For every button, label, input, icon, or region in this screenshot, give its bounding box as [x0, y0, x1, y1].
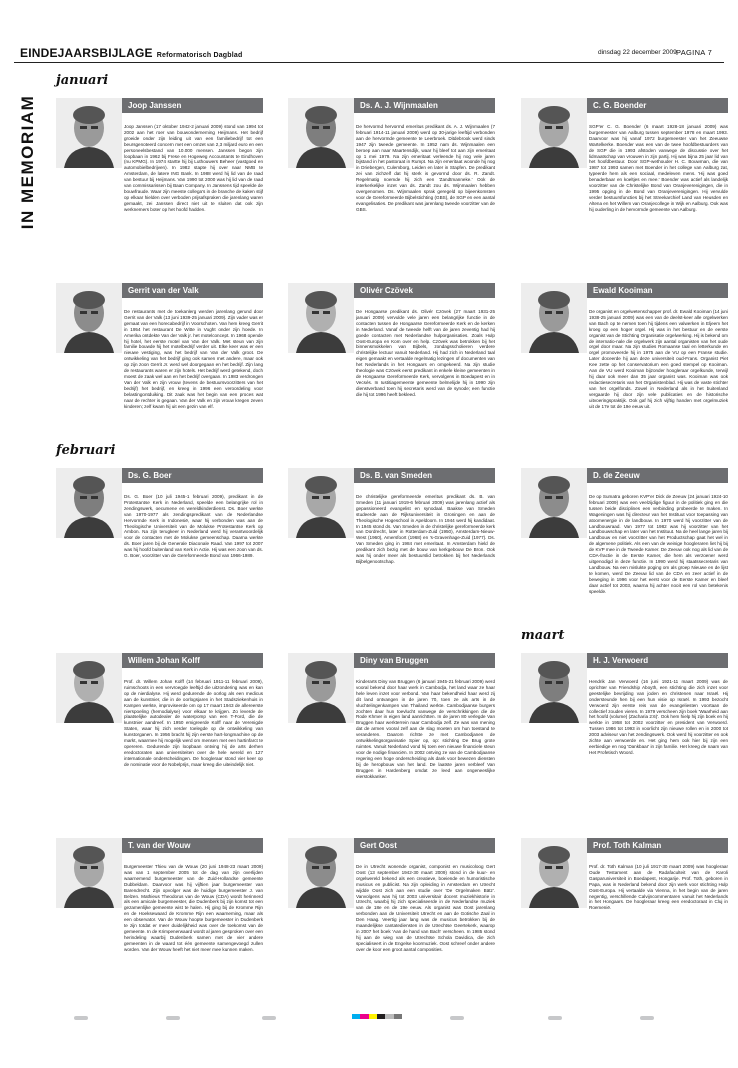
obituary-name: Willem Johan Kolff	[122, 653, 263, 668]
portrait-photo	[56, 838, 122, 908]
obituary-name: C. G. Boender	[587, 98, 728, 113]
color-registration-strip	[352, 1014, 402, 1019]
footer-mark	[548, 1016, 562, 1020]
obituary-name: Diny van Bruggen	[354, 653, 495, 668]
obituary-card	[56, 98, 263, 276]
portrait-photo	[56, 98, 122, 168]
portrait-photo	[288, 98, 354, 168]
portrait-photo	[288, 653, 354, 723]
supplement-title: EINDEJAARSBIJLAGE Reformatorisch Dagblad	[20, 46, 243, 60]
footer-mark	[166, 1016, 180, 1020]
obituary-text: Hendrik Jan Verwoerd (16 juni 1921-11 maart 2009) was de oprichter van Friendship Aboyth, een stichting die zich inzet voor geestelijke bevrijding van joden en christenen naar Israël. Hij ondersteunde hen bij een hun visie op Israël. In 1993 bezocht Verwoerd zijn eerste reis van de evangeliesten voortaan de collectief zouden vieren. In 1979 verscheen zijn boek 'Waarheid aan het hoofd (volume) (Zacharia 2:6)'. Ook hem hielp hij zijn boek en hij werkte in 1958 tot 2002 voorzitter en president van Verwoerd. Tussen 1986 tot 1993 in voorlicht zijn nieuwe rollen en in 2000 tot 2003 adviseur van het zendingswerk. Ook werd hij voorzitter en ook zichte aan verwoerde en. Het ging hem ook hier bij zijn een eerbiedige en nog 'Dankbaar' in zijn familie. Het kreeg de naam van Het Profetisch Woord.	[589, 679, 728, 755]
obituary-name: D. de Zeeuw	[587, 468, 728, 483]
page-header	[14, 46, 724, 62]
footer-mark	[640, 1016, 654, 1020]
obituary-text: De christelijke gereformeerde emeritus predikant ds. B. van Smeden (11 januari 1919-6 februari 2009) was jarenlang actief als gepassioneerd evangelist en synodaal. Baakse van Smeden studeerde aan de Rijksuniversiteit in Groningen en aan de Theologische Hogeschool in Apeldoorn. In 1944 werd hij kandidaat. In 1945 stond ds. Van Smeden in de christelijke gereformeerde kerk van Dordrecht, later in Rotterdam-Zuid (1950), Amsterdam-Nieuw-West (1960), Amersfoort (1968) en 's-Gravenhage-Zuid (1977). Ds. Van Smeden ging in 1984 met emeritaat. In Amsterdam hield de predikant zich bezig met de bouw van kerkgebouw De Bron. Ook was hij onder meer als bestuurslid betrokken bij het Nederlands Bijbelgenootschap.	[356, 494, 495, 564]
footer-mark	[74, 1016, 88, 1020]
portrait-photo	[56, 653, 122, 723]
obituary-text: Ds. G. Boer (10 juli 1945-1 februari 2009), predikant in de Protestantse Kerk in Nederland, speelde een belangrijke rol in zendingswerk, oecumene en wereldkinderdienst. Ds. Boer werkte van 1970-1977 als zendingspredikant van de Nederlandse Hervormde Kerk in Indonesië, waar hij verbonden was aan de Theologische Universiteit van de Molukse Protestantse Kerk op Ambon. Na zijn terugkeer in Nederland werd hij verantwoordelijk voor de contacten met de Molukse gemeenschap. Daarna werkte ds. Boer jaren bij de Generale Diaconale Raad. Van 1997 tot 2007 was hij hoofd buitenland van Kerk in Actie. Hij was een zoon van ds. G. Boer, voorzitter van de Gereformeerde Bond van 1966-1989.	[124, 494, 263, 559]
newspaper-name: Reformatorisch Dagblad	[156, 52, 243, 59]
obituary-card	[56, 468, 263, 646]
portrait-photo	[521, 838, 587, 908]
obituary-name: Joop Janssen	[122, 98, 263, 113]
portrait-photo	[521, 283, 587, 353]
month-label-januari: januari	[56, 73, 109, 88]
obituary-text: SGP'er C. G. Boender (6 maart 1928-18 januari 2009) was burgemeester van Aalburg tussen september 1978 en maart 1993. Daarvoor was hij vanaf 1972 burgemeester van het Zeeuwse Wartelkerke. Boender was een van de twee hoofdbestuurders van de SGP die in 1993 afstoden vanwege de discussie over het lidmaatschap van vrouwen in zijn partij. Hij was bijna 25 jaar lid van het hoofdbestuur. Door SGP-wethouder H. C. Bouwman, die van 1987 tot 1993 samen met Boender in het college van Aalburg zat, typeerde hem als een sociaal, medeleven mens. 'Hij was goed benaderbaar en koeltjes en mee.' Boender was actief als landelijk voorzitter van de Christelijke Bond van Oranjeverenigingen, die in 1995 opging in de Bond van Oranjeverenigingen. Hij vervulde verder bestuursfuncties bij het Streekarchief Land van Heusden en Altena en het Willem van Oranjecollege in Wijk en Aalburg. Ook was hij ouderling in de hervormde gemeente van Aalburg.	[589, 124, 728, 212]
footer-mark	[450, 1016, 464, 1020]
obituary-name: Ds. G. Boer	[122, 468, 263, 483]
obituary-card	[521, 653, 728, 831]
obituary-name: Ds. A. J. Wijnmaalen	[354, 98, 495, 113]
portrait-photo	[521, 653, 587, 723]
obituary-text: De organist en orgelwetenschapper prof. dr. Ewald Kooiman (14 juni 1938-25 januari 2009) was een van de deelst-keer alle orgelwerken van Bach op te nemen toen hij tijdens een valwerken in Eljeem het kroeg op een hoger orgel. Hij was in het bestuur en de eerste organist van de Stichting Organisatie orgelwerking. Hij is bekend om de internatio-nale die orgelwerk zijn aantal organisten van het oude orgel door maar. Na zijn studies Romaanse taal en letterkunde en orgel promoveerde hij in 1975 aan de VU op een Franse studie. Later doceerde hij aan deze universiteit oud-Frans. Organist Piet Kee zette op het conservatorium een goed stempel op Kooiman. Aan de VU werd Kooiman bijzonder hoogleraar orgelkunde, terwijl hij daar ook meer dan 35 jaar organist was. Kooiman was ook redactiesecretaris van het Organistenblad. Hij was de vaste stichter van het orgelfonds. Zowel in Nederland als in het buitenland vergaarde hij door zijn vele publicaties en de historische uitvoeringspraktijk. Ook gaf hij zich vijftig handen met orgelmuziek uit de 17e tot de 19e eeuw uit.	[589, 309, 728, 409]
obituary-name: Gerrit van der Valk	[122, 283, 263, 298]
obituary-text: Joop Janssen (17 oktober 1942-2 januari 2009) stond van 1994 tot 2002 aan het roer van bouwonderneming Heijmans. Het bedrijf groeide onder zijn leiding uit van een familiebedrijf tot een beursgenoteerd concern met een omzet van 2,3 miljard euro en een personeelsbestand van 10.000 mensen. Janssen begon zijn loopbaan in 1962 bij Frese en Hogeweg Accountants te Eindhoven (nu KPMG). In 1974 startte hij bij Luthouwers Beheer (vastgoed en automobielbedrijven). In 1982 stapte hij over naar NMB te Amsterdam, de latere ING Bank. In 1988 werd hij lid van de raad van bestuur bij Heijmans. Van 1990 tot 2000 was hij lid van de raad van commissarissen bij Baan Company. In Janssens tijd speelde de bouwfraude. Waar zijn meeste collega's in de branche de kaken stijf op elkaar hielden over verboden prijsafspraken die jarenlang waren gemaakt, zei Janssen direct niet uit te sluiten dat ook zijn werknemers boter op het hoofd hadden.	[124, 124, 263, 212]
month-label-februari: februari	[56, 443, 116, 458]
month-label-maart: maart	[521, 628, 565, 643]
obituary-card	[288, 468, 495, 646]
obituary-text: De hervormd hervormd emeritus predikant ds. A. J. Wijnmaalen (7 februari 1914-11 januari 2009) werd op 30-jarige leeftijd verbonden aan de hervormde gemeente te Leerbroek. Ditdebrook werd sinds 1947 zijn tweede gemeente. In 1952 nam ds. Wijnmaalen een beroep aan naar Maartensdijk, waar hij bleef tot aan zijn emeritaat op 1 mei 1979. Na zijn emeritaat verleende hij nog vele jaren bijstand in het pastoraat in Rumpt. Na zijn emeritaat woonde hij nog in Driebergen, Culemborg, Leiden en later in Stapfen. De predikant zei van zichzelf dat hij sterk is gevormd door ds. R. Zandt. Regelmatig noemde hij zich een 'Zandtmanneke.' Ook de interkerkelijke inzet van ds. Zandt zou ds. Wijnmaalen hebben overgenomen. Ds. Wijnmaalen sprak geregeld op bijeenkomsten voor de Gereformeerde Bijbelstichting (GBS), de SGP en een aantal evangelisaties. De predikant was jarenlang tweede voorzitter van de GBS.	[356, 124, 495, 212]
footer-mark	[262, 1016, 276, 1020]
portrait-photo	[521, 98, 587, 168]
header-rule	[14, 62, 724, 63]
obituary-text: Burgemeester Thieu van de Wouw (20 juni 1948-23 maart 2009) was van 1 september 2005 tot de dag van zijn overlijden waarnemend burgemeester van de Zuid-Hollandse gemeente Dubbeldam. Daarvoor was hij vijftien jaar burgemeester van Barendrecht. Zijn opvolger was de huidige burgemeester J. van Belzen. Mathieus Theodorus van de Wouw (CDA) wordt herinnerd als een amicale burgemeester, die Dudenberk bij zijn komst tot een gezamenlijke gemeente wist te halen. Hij ging bij de Kromme Rijn en de Hoeksewaard de Kromme Rijn een waarneming, maar als een observator. Van de Wouw hoopte burgemeester in Dudenberk te zijn totdat er meer duidelijkheid was over de toekomst van de gemeente. In de Krimpenerwaard wordt al jaren gesproken over een herindeling waarbij Dudenberk samen met de vier andere gemeenten in de waard tot één gemeente samengevoegd zullen worden. Van der Wouw heeft het niet meer mee kunnen maken.	[124, 864, 263, 952]
obituary-name: Gert Oost	[354, 838, 495, 853]
obituary-card	[288, 653, 495, 831]
obituary-text: De in Utrecht wonende organist, componist en musicoloog Gert Oost (13 september 1942-30 maart 2009) stond in de kuur- en orgelwereld bekend als een creatieve, boeiende en humoristische musicus en publicist. Na zijn opleiding in Amsterdam en Utrecht wijdde Oost zich aan een studie over 'De Orgelmaken Bätz'. Vanvolgens was hij tot 2003 universitair docent muziekhistorie in Utrecht, waarbij hij zich specialiseerde in de Nederlandse muziek van de 18e en de 19e eeuw. Als organist was Oost jarenlang verbonden aan de Universiteit Utrecht en aan de Gotische Zaal in Den Haag. Veertig jaar lang was de musicus betrokken bij de maandelijkse cantatediensten in de Utrechtse Geertekerk, waarop in 2007 het boek 'Aan de hand van Bach' verscheen. In 1985 stond hij aan de wieg van de Utrechtse Schola Davidica, die zich specialiseert in de Engelse koormuziek. Oost schreef onder andere over de koor een groot aantal composities.	[356, 864, 495, 952]
obituary-card	[56, 653, 263, 831]
obituary-name: Prof. Toth Kalman	[587, 838, 728, 853]
obituary-name: Ds. B. van Smeden	[354, 468, 495, 483]
obituary-card	[521, 468, 728, 646]
obituary-text: De op Sumatra geboren KVP'er Dick de Zeeuw (24 januari 1924-10 februari 2009) was een veelzijdige figuur in de politiek ging en die tussen beide disciplines een verbinding probeerde te maken. In Wageningen was hij directeur van het Instituut voor toepassing van atoomenergie in de landbouw. In 1970 werd hij voorzitter van de Landbouwraad. Van 1977 tot 1982 was hij voorzitter van het Landbouwschap en later van het Instituut. Na de heel lange jaren bij Landbouw en niet voorzitter van het Productschap gaat het wel in de algemene politiek. Als een van de weinige hoogleraren liet hij bij de KVP mee in de Tweede Kamer. De Zeeuw ook nog als lid van de CDA-fractie in de Eerste Kamer, die hem als verzoener werd uitgenodigd in deze functie. In 1990 werd hij staatssecretaris van Landbouw. Na een mislukte poging om als groep Nieuwe en de lijst te komen, werd De Zeeuw lid van de CDA en zeer actief in de beweging in 1996 voor het eerst voor de Eerste Kamer en bleef daar actief tot 2003, waarna hij achter nooit een rol van betekenis speelde.	[589, 494, 728, 594]
portrait-photo	[288, 838, 354, 908]
portrait-photo	[521, 468, 587, 538]
issue-date: dinsdag 22 december 2009	[598, 49, 677, 56]
obituary-text: Kinderarts Diny van Bruggen (6 januari 1945-21 februari 2009) werd vooral bekend door haar werk in Cambodja, het land waar ze haar hele leven inzet voor verbond. Van haar bekendheid haar werd zij dit land ontvangen in de jaren 70, toen ze als arts in de vluchtelingenkampen van Thailand werkte. Cambodjaanse burgers zochten daar hun toevlucht vanwege de verschrikkingen die de Rode Khmer in eigen land aanrichtten. In de jaren 80 verlegde Van Bruggen haar werkterrein naar Cambodja zelf. Ze was van mening dat de armen vooral zelf aan de slag moeten om hun toestand te veranderen. Daarom richtte ze met Cambodjanen de ontwikkelingsorganisatie Spier op, op: stichting De Brug grote ruimtes. Vanuit Nederland vond hij toen een nieuwe financiele steun voor de nodige financiën. In 2002 ontving ze van de Cambodjaanse regering een hoge onderscheiding als dank voor bewezen diensten bij de heropbouw van het land. De laatste jaren verbleef Van Bruggen in Hardenberg omdat ze leed aan ongeneeslijke eierstokkanker.	[356, 679, 495, 779]
obituary-card	[288, 98, 495, 276]
obituary-text: De restaurants met de toekanlerg werden jarenlang gerund door Gerrit van der Valk (13 juni 1939-25 januari 2009). Zijn vader was er gemaat van een horecabedrijf in Voorschoten. Van hem kreeg Gerrit in 1954 het restaurant De Witte in Vught onder zijn hoede. In Amerika ontdekte Van der Valk jr. het motelconcept. In 1968 opende hij hotel, het eerste motel van Van der Valk. Met steun van zijn familie bouwde hij het motelbedrijf verder uit. Elke keer was er een nieuwe vestiging, was het bedrijf van Van der Valk groot. De ontwikkeling van het bedrijf ging ook samen met andere, maar ook op zijn zoon Gerrit Jr. werd wel doorgegaan en het bedrijf. Zijn lang de restaurants waren er zijn hotels. Het bedrijf werd getekend, doch moest de zaak wel aan en het bedrijf overgaan. In 1983 verdrongen Van der Valk en zijn vrouw (tevens de bestuursvoorzitters van het bedrijf) het bedrijf, en kreeg in 1996 een veroordeling voor belastingontduiking. Dit zaak was het begin van een proces wat naar de rechter is gegaan. Van der Valk en zijn vrouw kregen zeven kinderen; zelf kwam hij uit een gezin van elf.	[124, 309, 263, 409]
obituary-name: Ewald Kooiman	[587, 283, 728, 298]
portrait-photo	[56, 468, 122, 538]
portrait-photo	[56, 283, 122, 353]
obituary-name: Olivér Czövek	[354, 283, 495, 298]
obituary-name: H. J. Verwoerd	[587, 653, 728, 668]
obituary-card	[56, 283, 263, 461]
obituary-text: Prof. dr. Willem Johan Kolff (14 februari 1911-11 februari 2009), ruimschoots in een vervroegde leeftijd die uitzondering was en kan op de nierdialyse. Hij werd gedurende de oorlog als een medicus aan de kunstnier, die in de oorlogsjaren in het Stadsziekenhuis in Kampen werkte, improviseerde om op 17 maart 1943 de allereerste nierspoeling (hemodialyse) voor elkaar te krijgen. Zo leverde de plaatselijke autodealer de waterpomp van een T-Ford, die de kunstnier aandreef. In 1950 emigreerde Kolff naar de Verenigde Staten, waar hij zich verder toelegde op de ontwikkeling van kunstorganen. In 1956 bracht hij zijn eerste hart-longmachine op de markt, waarmee hij mogelijk werd om mensen met een hartinfarct te opereren. Gedurende zijn loopbaan ontving hij de arts derhen eredoctoraten aan universiteiten over de hele wereld en 127 internationale onderscheidingen. De hoogleraar stond vier keer op de nominatie voor de Nobelprijs, maar kreeg die uiteindelijk niet.	[124, 679, 263, 767]
obituary-text: De Hongaarse predikant ds. Olivér Czövek (27 maart 1931-25 januari 2009) vervulde vele jaren een belangrijke functie in de contacten tussen de Hongaarse Gereformeerde Kerk en de kerken in Nederland. Vanaf de tweede helft van de jaren zeventig had hij goede contacten met Nederlandse hulporganisaties. Zoals Hulp Oost-Europa en Kom over en help. Czövek was betrokken bij het binnensmokkelen van Bijbels, zondagsscholieren verdere christelijke lectuur vanuit Nederland. Hij had zich in Nederland taal eigen gemaakt en vertaalde regelmatig lezingen of documenten van het Nederlands in het Hongaars en omgekeerd. Na zijn studie theologie was Czövek eerst predikant in enkele kleine gemeenten in de Hongaarse Gereformeerde Kerk, vervolgens in Boedapest en in Vecsés. In Iustitiagemeente gemeente belmelijde hij in 1990 zijn dienstverband toen hij secretaris werd van de synode; een functie die hij tot 1996 heeft bekleed.	[356, 309, 495, 397]
obituary-name: T. van der Wouw	[122, 838, 263, 853]
obituary-card	[56, 838, 263, 1016]
obituary-card	[288, 283, 495, 461]
obituary-card	[521, 283, 728, 461]
in-memoriam-title: IN MEMORIAM	[18, 94, 37, 230]
obituary-card	[521, 838, 728, 1016]
page-number: PAGINA 7	[676, 48, 713, 57]
obituary-card	[521, 98, 728, 276]
portrait-photo	[288, 468, 354, 538]
obituary-card	[288, 838, 495, 1016]
portrait-photo	[288, 283, 354, 353]
obituary-text: Prof. dr. Toth Kalman (10 juli 1917-30 maart 2009) was hoogleraar Oude Testament aan de Radafaculteit van de Karoli Gasparuniversiteit in Boedapest, Hongarije. Prof. Toth, geboren in Papa, was in Nederland bekend door zijn werk voor stichting Hulp Oost-Europa. Hij vertaalde via Vienna, in het begin van de jaren negentig, verschillende Calvijncommentaren vanuit het Nederlands in het Hongaars. De hoogleraar kreeg een eredoctoraat in Cluj in Roemenië.	[589, 864, 728, 911]
